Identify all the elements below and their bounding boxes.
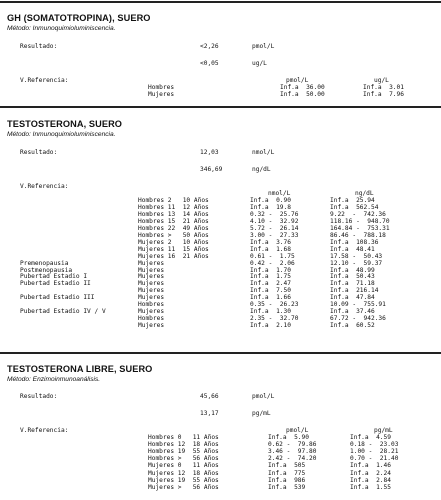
- testo-row-c2: 86.46 - 788.18: [330, 231, 386, 239]
- free-result-value-1: 45,66: [200, 393, 219, 400]
- testo-row-c1: Inf.a 1.75: [250, 273, 291, 281]
- testo-row-c1: 2.35 - 32.70: [250, 315, 299, 323]
- testo-row-group: Hombres 13 14 Años: [138, 210, 209, 218]
- testo-row-group: Hombres: [138, 301, 165, 309]
- testo-row-group: Mujeres: [138, 287, 165, 295]
- testo-row-cond: Pubertad Estadio I: [20, 273, 88, 281]
- free-row-c1: 2.42 - 74.20: [268, 455, 317, 463]
- free-row-c1: Inf.a 539: [268, 483, 306, 491]
- free-row-c2: Inf.a 1.46: [350, 462, 391, 470]
- testo-result-value-2: 346,69: [200, 166, 223, 173]
- testo-row-group: Hombres > 50 Años: [138, 231, 209, 239]
- testo-row-c2: 67.72 - 942.36: [330, 315, 386, 323]
- testo-row-c1: 5.72 - 26.14: [250, 224, 299, 232]
- testo-row-c1: Inf.a 1.66: [250, 294, 291, 302]
- gh-row-c2: Inf.a 7.96: [363, 91, 404, 98]
- testo-row-c1: 0.35 - 26.23: [250, 301, 299, 309]
- testo-row-c2: Inf.a 25.94: [330, 197, 375, 204]
- testo-row-c1: 0.42 - 2.06: [250, 259, 295, 267]
- free-result-unit-2: pg/mL: [252, 410, 271, 417]
- free-row-c2: 1.00 - 28.21: [350, 448, 399, 456]
- testo-row-c2: 17.58 - 50.43: [330, 252, 383, 260]
- testo-row-c2: 164.84 - 753.31: [330, 224, 390, 232]
- testo-row-c1: Inf.a 1.70: [250, 266, 291, 274]
- free-row-group: Hombres 12 18 Años: [148, 441, 219, 449]
- testo-row-cond: Postmenopausia: [20, 266, 73, 274]
- free-row-group: Mujeres 19 55 Años: [148, 476, 219, 484]
- free-row-c1: Inf.a 986: [268, 476, 306, 484]
- gh-result-value-2: <0,05: [200, 60, 219, 67]
- testo-row-c2: Inf.a 60.52: [330, 322, 375, 330]
- gh-row-c1: Inf.a 50.00: [280, 91, 325, 98]
- free-col1-header: pmol/L: [286, 427, 309, 434]
- free-row-group: Hombres > 56 Años: [148, 455, 219, 463]
- testo-row-c2: Inf.a 50.43: [330, 273, 375, 281]
- testo-row-group: Mujeres 11 15 Años: [138, 245, 209, 253]
- testo-row-c2: Inf.a 71.18: [330, 280, 375, 288]
- testo-row-c2: Inf.a 562.54: [330, 203, 379, 211]
- gh-result-label: Resultado:: [20, 43, 58, 50]
- testo-row-c1: Inf.a 2.47: [250, 280, 291, 288]
- gh-result-unit-2: ug/L: [252, 60, 267, 67]
- testo-row-c2: 12.10 - 59.37: [330, 259, 383, 267]
- section-divider-2: [0, 106, 441, 108]
- testo-row-c2: Inf.a 48.41: [330, 245, 375, 253]
- testo-method: Método: Inmunoquimioluminiscencia.: [7, 131, 116, 138]
- testo-row-group: Hombres 11 12 Años: [138, 203, 209, 211]
- gh-ref-label: V.Referencia:: [20, 77, 69, 84]
- testo-result-unit-1: nmol/L: [252, 149, 275, 156]
- testo-row-group: Mujeres 16 21 Años: [138, 252, 209, 260]
- testo-row-c2: 9.22 - 742.36: [330, 210, 386, 218]
- free-result-label: Resultado:: [20, 393, 58, 400]
- testo-row-group: Hombres 2 10 Años: [138, 197, 209, 204]
- testo-row-group: Mujeres: [138, 266, 165, 274]
- free-row-c2: Inf.a 4.59: [350, 434, 391, 441]
- gh-row-c1: Inf.a 36.00: [280, 84, 325, 91]
- gh-col2-header: ug/L: [374, 77, 389, 84]
- gh-result-value-1: <2,26: [200, 43, 219, 50]
- gh-col1-header: pmol/L: [286, 77, 309, 84]
- testo-row-c1: 3.00 - 27.33: [250, 231, 299, 239]
- testo-row-c1: Inf.a 2.10: [250, 322, 291, 330]
- testo-row-group: Mujeres: [138, 308, 165, 316]
- free-row-c2: 0.70 - 21.40: [350, 455, 399, 463]
- free-row-c1: Inf.a 505: [268, 462, 306, 470]
- testo-row-group: Mujeres: [138, 273, 165, 281]
- testo-row-cond: Pubertad Estadio II: [20, 280, 91, 288]
- free-title: TESTOSTERONA LIBRE, SUERO: [7, 364, 153, 374]
- testo-row-c1: Inf.a 1.68: [250, 245, 291, 253]
- testo-row-c1: Inf.a 1.30: [250, 308, 291, 316]
- testo-col1-header: nmol/L: [268, 190, 291, 197]
- testo-row-group: Hombres: [138, 315, 165, 323]
- free-row-c1: Inf.a 5.90: [268, 434, 309, 441]
- free-row-c2: Inf.a 2.84: [350, 476, 391, 484]
- testo-row-group: Mujeres: [138, 259, 165, 267]
- testo-row-c2: Inf.a 48.99: [330, 266, 375, 274]
- testo-row-c2: Inf.a 216.14: [330, 287, 379, 295]
- testo-result-label: Resultado:: [20, 149, 58, 156]
- gh-method: Método: Inmunoquimioluminiscencia.: [7, 25, 116, 32]
- testo-row-group: Mujeres: [138, 322, 165, 330]
- free-result-value-2: 13,17: [200, 410, 219, 417]
- testo-row-group: Mujeres: [138, 280, 165, 288]
- testo-ref-label: V.Referencia:: [20, 183, 69, 190]
- gh-row-c2: Inf.a 3.01: [363, 84, 404, 91]
- testo-result-unit-2: ng/dL: [252, 166, 271, 173]
- section-divider-top: [0, 1, 441, 3]
- testo-title: TESTOSTERONA, SUERO: [7, 119, 123, 129]
- gh-title: GH (SOMATOTROPINA), SUERO: [7, 13, 151, 23]
- free-col2-header: pg/mL: [374, 427, 393, 434]
- testo-row-group: Mujeres: [138, 294, 165, 302]
- testo-row-cond: Pubertad Estadio III: [20, 294, 95, 302]
- testo-row-c1: Inf.a 7.50: [250, 287, 291, 295]
- section-divider-3: [0, 352, 441, 354]
- testo-row-c1: Inf.a 0.90: [250, 197, 291, 204]
- free-row-group: Hombres 19 55 Años: [148, 448, 219, 456]
- free-row-c2: 0.18 - 23.03: [350, 441, 399, 449]
- testo-row-c2: 118.16 - 948.70: [330, 217, 390, 225]
- testo-row-c1: 4.10 - 32.92: [250, 217, 299, 225]
- testo-row-group: Hombres 15 21 Años: [138, 217, 209, 225]
- testo-row-group: Mujeres 2 10 Años: [138, 238, 209, 246]
- free-row-c1: 3.46 - 97.80: [268, 448, 317, 456]
- free-method: Método: Enzimoinmunoanálisis.: [7, 376, 101, 383]
- gh-row-group: Hombres: [148, 84, 175, 91]
- testo-row-cond: Premenopausia: [20, 259, 69, 267]
- testo-result-value-1: 12,03: [200, 149, 219, 156]
- free-row-c1: Inf.a 775: [268, 469, 306, 477]
- testo-row-c2: Inf.a 108.36: [330, 238, 379, 246]
- free-row-group: Mujeres > 56 Años: [148, 483, 219, 491]
- testo-col2-header: ng/dL: [355, 190, 374, 197]
- gh-row-group: Mujeres: [148, 91, 175, 98]
- free-ref-label: V.Referencia:: [20, 427, 69, 434]
- free-row-group: Mujeres 0 11 Años: [148, 462, 219, 470]
- free-result-unit-1: pmol/L: [252, 393, 275, 400]
- gh-result-unit-1: pmol/L: [252, 43, 275, 50]
- testo-row-c2: Inf.a 47.84: [330, 294, 375, 302]
- testo-row-c1: Inf.a 3.76: [250, 238, 291, 246]
- testo-row-c1: 0.32 - 25.76: [250, 210, 299, 218]
- testo-row-c2: 10.09 - 755.91: [330, 301, 386, 309]
- testo-row-c2: Inf.a 37.46: [330, 308, 375, 316]
- free-row-c1: 0.62 - 79.86: [268, 441, 317, 449]
- testo-row-c1: 0.61 - 1.75: [250, 252, 295, 260]
- testo-row-cond: Pubertad Estadio IV / V: [20, 308, 106, 316]
- free-row-c2: Inf.a 2.24: [350, 469, 391, 477]
- testo-row-c1: Inf.a 19.8: [250, 203, 291, 211]
- free-row-group: Hombres 0 11 Años: [148, 434, 219, 441]
- free-row-c2: Inf.a 1.55: [350, 483, 391, 491]
- free-row-group: Mujeres 12 18 Años: [148, 469, 219, 477]
- testo-row-group: Hombres 22 49 Años: [138, 224, 209, 232]
